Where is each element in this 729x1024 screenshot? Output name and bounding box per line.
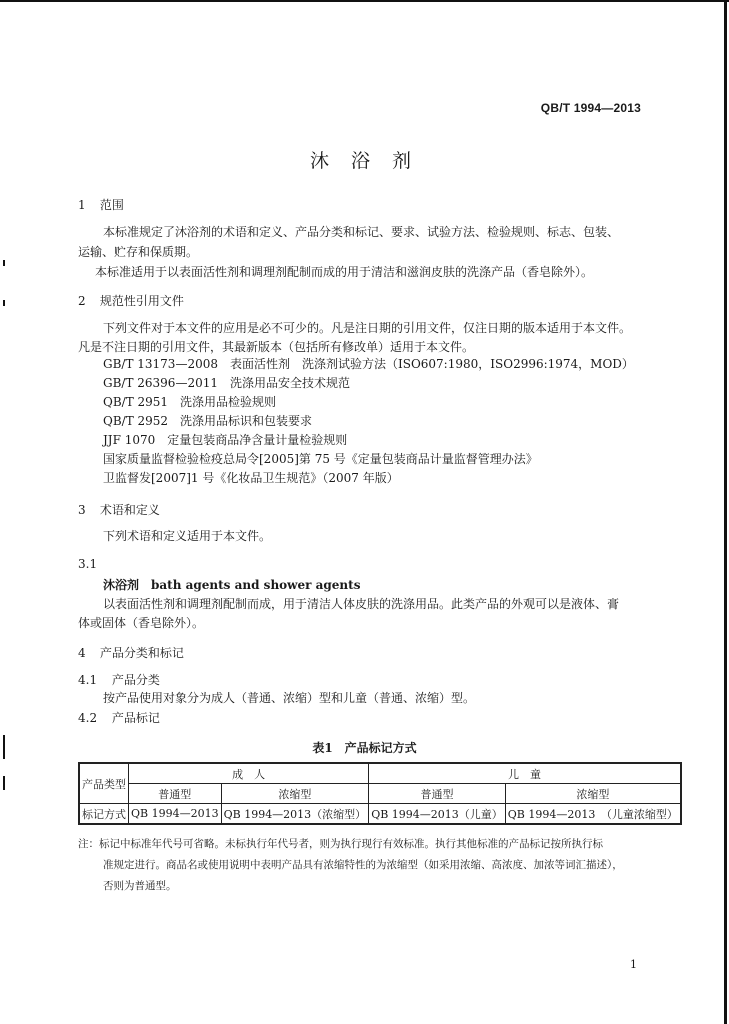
section-2-heading [78, 292, 184, 309]
table-row [79, 784, 681, 804]
paragraph-line: 按产品使用对象分为成人（普通、浓缩）型和儿童（普通、浓缩）型。 [103, 691, 476, 705]
table-cell: QB 1994—2013（儿童） [369, 804, 506, 825]
subsection-number: 4.1 [78, 673, 98, 687]
subsection-4-1-heading [78, 671, 160, 688]
group-header-adult: 成 人 [129, 763, 369, 784]
section-title: 范围 [99, 198, 124, 212]
note-line: 否则为普通型。 [103, 880, 177, 892]
paragraph-line: 下列术语和定义适用于本文件。 [103, 529, 272, 543]
reference-list [103, 355, 634, 488]
section-1-heading [78, 196, 124, 213]
section-title: 规范性引用文件 [99, 294, 184, 308]
subsection-number: 4.2 [78, 711, 98, 725]
section-number: 1 [78, 198, 86, 212]
row-header-cell: 标记方式 [79, 804, 129, 825]
product-marking-table [78, 762, 682, 825]
document-title: 沐 浴 剂 [309, 150, 420, 172]
section-3-heading [78, 501, 160, 518]
term-entry: 沐浴剂 bath agents and shower agents [103, 578, 361, 592]
note-line: 准规定进行。商品名或使用说明中表明产品具有浓缩特性的为浓缩型（如采用浓缩、高浓度、加浓等词汇描述）， [103, 859, 623, 871]
reference-item: GB/T 26396—2011 洗涤用品安全技术规范 [103, 376, 350, 390]
page-number: 1 [630, 958, 637, 971]
column-header-cell: 浓缩型 [221, 784, 369, 804]
group-header-child: 儿 童 [369, 763, 681, 784]
scan-mark [3, 300, 5, 306]
scan-mark [3, 260, 5, 266]
reference-item: 国家质量监督检验检疫总局令[2005]第 75 号《定量包装商品计量监督管理办法》 [103, 452, 538, 466]
reference-item: QB/T 2952 洗涤用品标识和包装要求 [103, 414, 313, 428]
table-note [78, 834, 649, 897]
paragraph-line: 以表面活性剂和调理剂配制而成，用于清洁人体皮肤的洗涤用品。此类产品的外观可以是液体、膏 [103, 597, 620, 611]
section-number: 2 [78, 294, 86, 308]
table-cell: QB 1994—2013 [129, 804, 222, 825]
paragraph-line: 下列文件对于本文件的应用是必不可少的。凡是注日期的引用文件，仅注日期的版本适用于本文件。 [103, 321, 632, 335]
reference-item: 卫监督发[2007]1 号《化妆品卫生规范》（2007 年版） [103, 471, 399, 485]
scan-mark [3, 776, 5, 790]
reference-item: QB/T 2951 洗涤用品检验规则 [103, 395, 277, 409]
reference-item: GB/T 13173—2008 表面活性剂 洗涤剂试验方法（ISO607:1980，ISO2996:1974，MOD） [103, 357, 634, 371]
standard-code: QB/T 1994—2013 [540, 101, 641, 115]
column-header-cell: 普通型 [369, 784, 506, 804]
section-title: 产品分类和标记 [99, 646, 184, 660]
reference-item: JJF 1070 定量包装商品净含量计量检验规则 [103, 433, 348, 447]
table-row [79, 804, 681, 825]
section-number: 4 [78, 646, 86, 660]
subsection-title: 产品标记 [111, 711, 160, 725]
table-cell: QB 1994—2013（浓缩型） [221, 804, 369, 825]
paragraph-line: 凡是不注日期的引用文件，其最新版本（包括所有修改单）适用于本文件。 [78, 340, 475, 354]
table-row [79, 763, 681, 784]
section-title: 术语和定义 [99, 503, 160, 517]
term-number: 3.1 [78, 557, 98, 571]
paragraph-line: 本标准规定了沐浴剂的术语和定义、产品分类和标记、要求、试验方法、检验规则、标志、包装、 [103, 225, 620, 239]
subsection-4-2-heading [78, 709, 160, 726]
column-header-cell: 普通型 [129, 784, 222, 804]
table-cell: QB 1994—2013 （儿童浓缩型） [505, 804, 681, 825]
paragraph-line: 体或固体（香皂除外）。 [78, 616, 205, 630]
row-header-cell: 产品类型 [79, 763, 129, 804]
column-header-cell: 浓缩型 [505, 784, 681, 804]
section-number: 3 [78, 503, 86, 517]
paragraph-line: 本标准适用于以表面活性剂和调理剂配制而成的用于清洁和滋润皮肤的洗涤产品（香皂除外）。 [95, 265, 594, 279]
scan-edge-top [0, 0, 729, 2]
subsection-title: 产品分类 [111, 673, 160, 687]
table-caption: 表1 产品标记方式 [312, 741, 417, 755]
note-line: 注：标记中标准年代号可省略。未标执行年代号者，则为执行现行有效标准。执行其他标准的产品标记按所执行标 [78, 838, 603, 850]
section-4-heading [78, 644, 184, 661]
paragraph-line: 运输、贮存和保质期。 [78, 245, 199, 259]
